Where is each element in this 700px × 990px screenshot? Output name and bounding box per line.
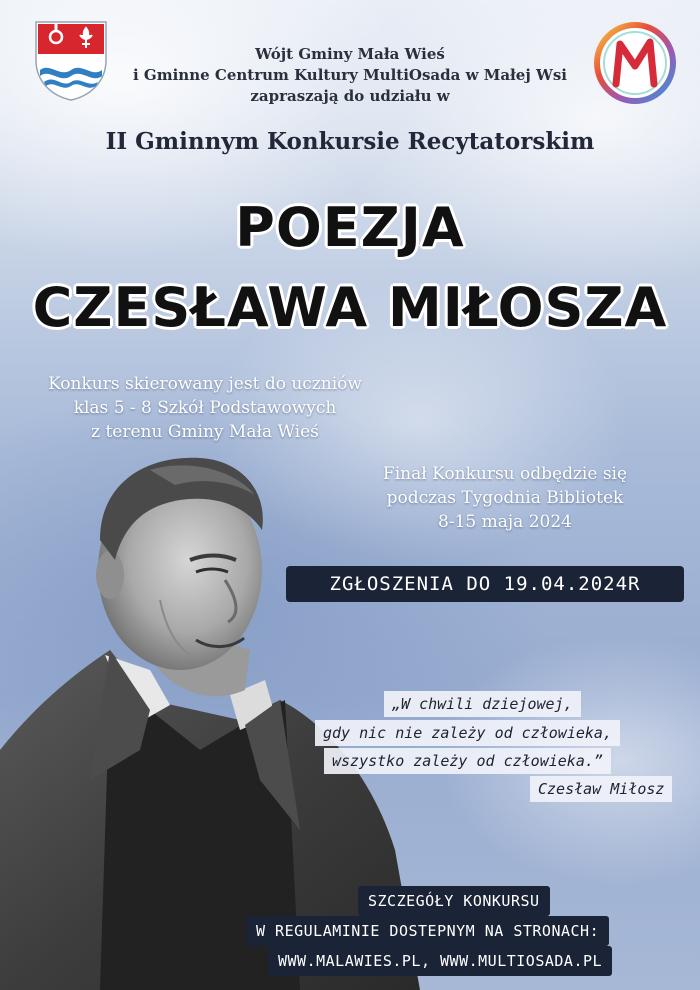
quote-line: „W chwili dziejowej,: [384, 691, 581, 717]
final-line: podczas Tygodnia Bibliotek: [386, 488, 624, 508]
multiosada-logo-icon: [590, 18, 680, 108]
coat-of-arms-icon: [34, 20, 108, 102]
contest-name: II Gminnym Konkursie Recytatorskim: [105, 128, 595, 155]
quote-author: Czesław Miłosz: [530, 776, 672, 802]
target-line: klas 5 - 8 Szkół Podstawowych: [73, 398, 337, 418]
target-audience: [20, 372, 390, 444]
inviters-line: i Gminne Centrum Kultury MultiOsada w Małej Wsi: [133, 66, 567, 84]
target-line: Konkurs skierowany jest do uczniów: [48, 374, 362, 394]
details-line: SZCZEGÓŁY KONKURSU: [358, 886, 550, 916]
details-line: W REGULAMINIE DOSTEPNYM NA STRONACH:: [246, 916, 609, 946]
final-line: Finał Konkursu odbędzie się: [382, 464, 628, 484]
deadline-banner: ZGŁOSZENIA DO 19.04.2024R: [286, 566, 684, 602]
details-links: WWW.MALAWIES.PL, WWW.MULTIOSADA.PL: [268, 946, 612, 976]
final-line: 8-15 maja 2024: [438, 512, 572, 532]
title-line-2: CZESŁAWA MIŁOSZA: [32, 276, 668, 339]
quote-line: gdy nic nie zależy od człowieka,: [315, 720, 620, 746]
inviters-line: zapraszają do udziału w: [250, 87, 450, 105]
title-line-1: POEZJA: [235, 196, 465, 259]
inviters-text: [120, 44, 580, 107]
inviters-line: Wójt Gminy Mała Wieś: [255, 45, 445, 63]
target-line: z terenu Gminy Mała Wieś: [91, 422, 319, 442]
quote-line: wszystko zależy od człowieka.”: [324, 748, 611, 774]
